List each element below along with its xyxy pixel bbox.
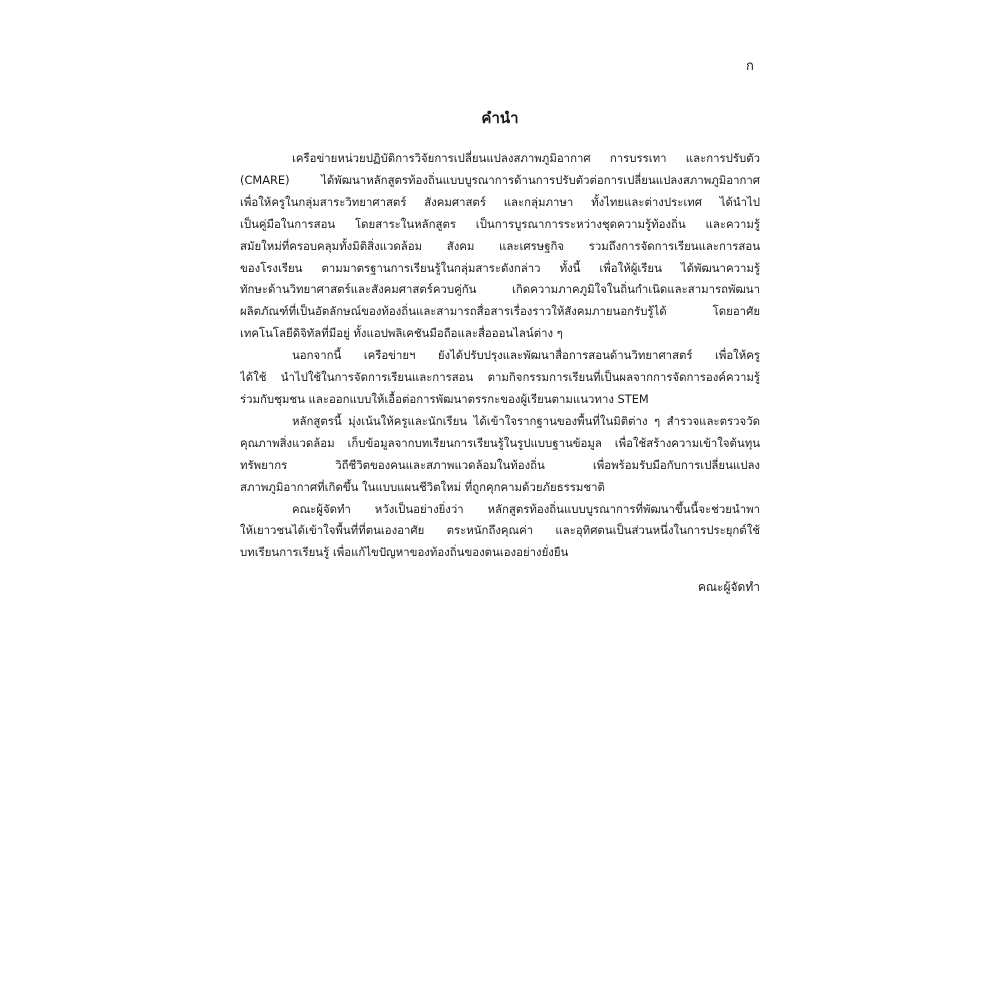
- paragraph-line: สมัยใหม่ที่ครอบคลุมทั้งมิติสิ่งแวดล้อม สังคม และเศรษฐกิจ รวมถึงการจัดการเรียนและการสอน: [240, 238, 760, 253]
- paragraph-line: ผลิตภัณฑ์ที่เป็นอัตลักษณ์ของท้องถิ่นและสามารถสื่อสารเรื่องราวให้สังคมภายนอกรับรู้ได้ โดยอาศัย: [240, 304, 760, 319]
- page-title: คำนำ: [481, 109, 519, 127]
- paragraph-1: [240, 148, 760, 345]
- paragraph-line: ร่วมกับชุมชน และออกแบบให้เอื้อต่อการพัฒนาตรรกะของผู้เรียนตามแนวทาง STEM: [240, 391, 649, 406]
- paragraph-line: เครือข่ายหน่วยปฏิบัติการวิจัยการเปลี่ยนแปลงสภาพภูมิอากาศ การบรรเทา และการปรับตัว: [292, 151, 760, 165]
- paragraph-line: บทเรียนการเรียนรู้ เพื่อแก้ไขปัญหาของท้องถิ่นของตนเองอย่างยั่งยืน: [240, 545, 569, 560]
- signature-author: คณะผู้จัดทำ: [697, 580, 760, 594]
- paragraph-line: เพื่อให้ครูในกลุ่มสาระวิทยาศาสตร์ สังคมศาสตร์ และกลุ่มภาษา ทั้งไทยและต่างประเทศ ได้นำไป: [240, 194, 760, 209]
- page-number: ก: [746, 59, 754, 74]
- paragraph-line: ให้เยาวชนได้เข้าใจพื้นที่ที่ตนเองอาศัย ตระหนักถึงคุณค่า และอุทิศตนเป็นส่วนหนึ่งในการประยุกต์ใช้: [240, 523, 760, 538]
- paragraph-line: ได้ใช้ นำไปใช้ในการจัดการเรียนและการสอน ตามกิจกรรมการเรียนที่เป็นผลจากการจัดการองค์ความรู้: [240, 370, 760, 385]
- preface-body: [240, 148, 760, 564]
- paragraph-line: ทรัพยากร วิถีชีวิตของคนและสภาพแวดล้อมในท้องถิ่น เพื่อพร้อมรับมือกับการเปลี่ยนแปลง: [240, 457, 760, 472]
- paragraph-3: [240, 411, 760, 499]
- paragraph-line: นอกจากนี้ เครือข่ายฯ ยังได้ปรับปรุงและพัฒนาสื่อการสอนด้านวิทยาศาสตร์ เพื่อให้ครู: [292, 348, 760, 363]
- paragraph-line: (CMARE) ได้พัฒนาหลักสูตรท้องถิ่นแบบบูรณาการด้านการปรับตัวต่อการเปลี่ยนแปลงสภาพภูมิอากาศ: [240, 172, 760, 187]
- paragraph-line: เทคโนโลยีดิจิทัลที่มีอยู่ ทั้งแอปพลิเคชันมือถือและสื่อออนไลน์ต่าง ๆ: [240, 326, 563, 341]
- paragraph-line: เป็นคู่มือในการสอน โดยสาระในหลักสูตร เป็นการบูรณาการระหว่างชุดความรู้ท้องถิ่น และความรู้: [240, 216, 760, 231]
- paragraph-line: สภาพภูมิอากาศที่เกิดขึ้น ในแบบแผนชีวิตใหม่ ที่ถูกคุกคามด้วยภัยธรรมชาติ: [240, 479, 605, 494]
- paragraph-line: ทักษะด้านวิทยาศาสตร์และสังคมศาสตร์ควบคู่กัน เกิดความภาคภูมิใจในถิ่นกำเนิดและสามารถพัฒนา: [240, 282, 760, 297]
- paragraph-line: คณะผู้จัดทำ หวังเป็นอย่างยิ่งว่า หลักสูตรท้องถิ่นแบบบูรณาการที่พัฒนาขึ้นนี้จะช่วยนำพา: [292, 501, 760, 516]
- paragraph-line: คุณภาพสิ่งแวดล้อม เก็บข้อมูลจากบทเรียนการเรียนรู้ในรูปแบบฐานข้อมูล เพื่อใช้สร้างความเข้าใจต้นทุน: [240, 435, 760, 450]
- paragraph-line: ของโรงเรียน ตามมาตรฐานการเรียนรู้ในกลุ่มสาระดังกล่าว ทั้งนี้ เพื่อให้ผู้เรียน ได้พัฒนาความรู้: [240, 260, 760, 275]
- paragraph-2: [240, 345, 760, 411]
- paragraph-line: หลักสูตรนี้ มุ่งเน้นให้ครูและนักเรียน ได้เข้าใจรากฐานของพื้นที่ในมิติต่าง ๆ สำรวจและตรวจวัด: [292, 413, 760, 428]
- paragraph-4: [240, 499, 760, 565]
